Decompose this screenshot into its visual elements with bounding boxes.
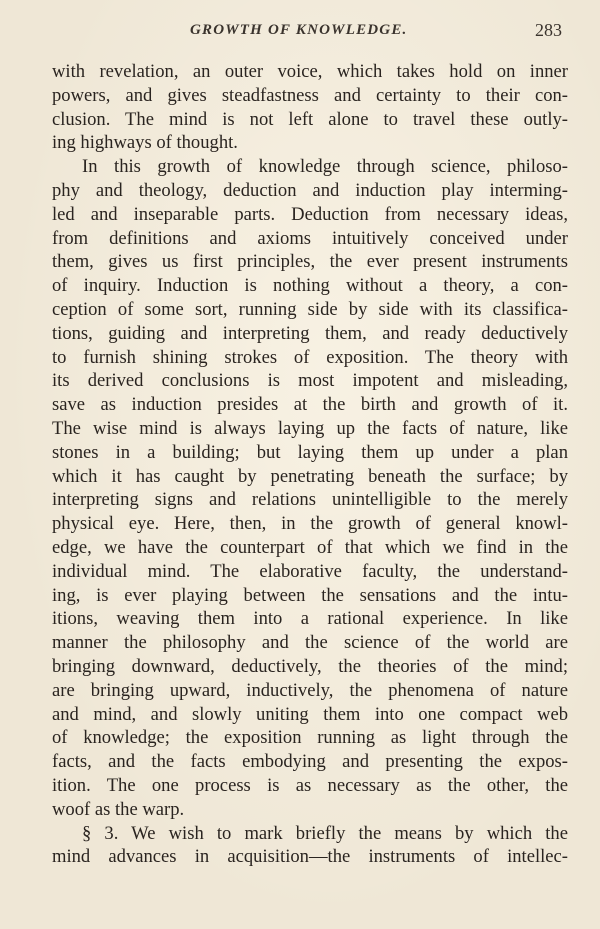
paragraph-first-line: In this growth of knowledge through science, philoso-: [82, 156, 568, 178]
text-line: facts, and the facts embodying and presenting the expos-: [52, 751, 568, 773]
text-line: save as induction presides at the birth and growth of it.: [52, 394, 568, 416]
text-line: clusion. The mind is not left alone to travel these outly-: [52, 108, 568, 130]
text-line: mind advances in acquisition—the instruments of intellec-: [52, 846, 568, 868]
text-line: itions, weaving them into a rational experience. In like: [52, 608, 568, 630]
text-line: edge, we have the counterpart of that which we find in the: [52, 536, 568, 558]
text-line: which it has caught by penetrating beneath the surface; by: [52, 465, 568, 487]
text-line: interpreting signs and relations unintelligible to the merely: [52, 489, 568, 511]
text-line: from definitions and axioms intuitively conceived under: [52, 227, 568, 249]
page-number: 283: [535, 20, 562, 40]
text-line: ing highways of thought.: [52, 132, 238, 154]
text-line: stones in a building; but laying them up under a plan: [52, 441, 568, 463]
text-line: led and inseparable parts. Deduction from necessary ideas,: [52, 203, 568, 225]
text-line: phy and theology, deduction and induction play interming-: [52, 179, 568, 201]
text-line: ition. The one process is as necessary as the other, the: [52, 774, 568, 796]
text-line: ception of some sort, running side by side with its classifica-: [52, 298, 568, 320]
text-line: woof as the warp.: [52, 798, 185, 820]
text-line: of knowledge; the exposition running as light through the: [52, 727, 568, 749]
text-line: powers, and gives steadfastness and certainty to their con-: [52, 84, 568, 106]
text-line: and mind, and slowly uniting them into one compact web: [52, 703, 568, 725]
text-line: manner the philosophy and the science of the world are: [52, 632, 568, 654]
text-line: physical eye. Here, then, in the growth of general knowl-: [52, 513, 568, 535]
text-line: them, gives us first principles, the ever present instruments: [52, 251, 568, 273]
body-text: [52, 60, 568, 869]
running-title: GROWTH OF KNOWLEDGE.: [190, 22, 408, 38]
text-line: to furnish shining strokes of exposition. The theory with: [52, 346, 568, 368]
section-heading-line: § 3. We wish to mark briefly the means by which the: [82, 822, 568, 844]
text-line: bringing downward, deductively, the theories of the mind;: [52, 655, 568, 677]
text-line: with revelation, an outer voice, which takes hold on inner: [52, 61, 568, 82]
running-head: [0, 20, 600, 44]
text-line: its derived conclusions is most impotent and misleading,: [52, 370, 568, 392]
text-line: The wise mind is always laying up the facts of nature, like: [52, 417, 568, 439]
text-line: ing, is ever playing between the sensations and the intu-: [52, 584, 568, 606]
text-line: tions, guiding and interpreting them, and ready deductively: [52, 322, 568, 344]
text-line: individual mind. The elaborative faculty, the understand-: [52, 560, 568, 582]
text-line: are bringing upward, inductively, the phenomena of nature: [52, 679, 568, 701]
text-line: of inquiry. Induction is nothing without a theory, a con-: [52, 275, 568, 297]
